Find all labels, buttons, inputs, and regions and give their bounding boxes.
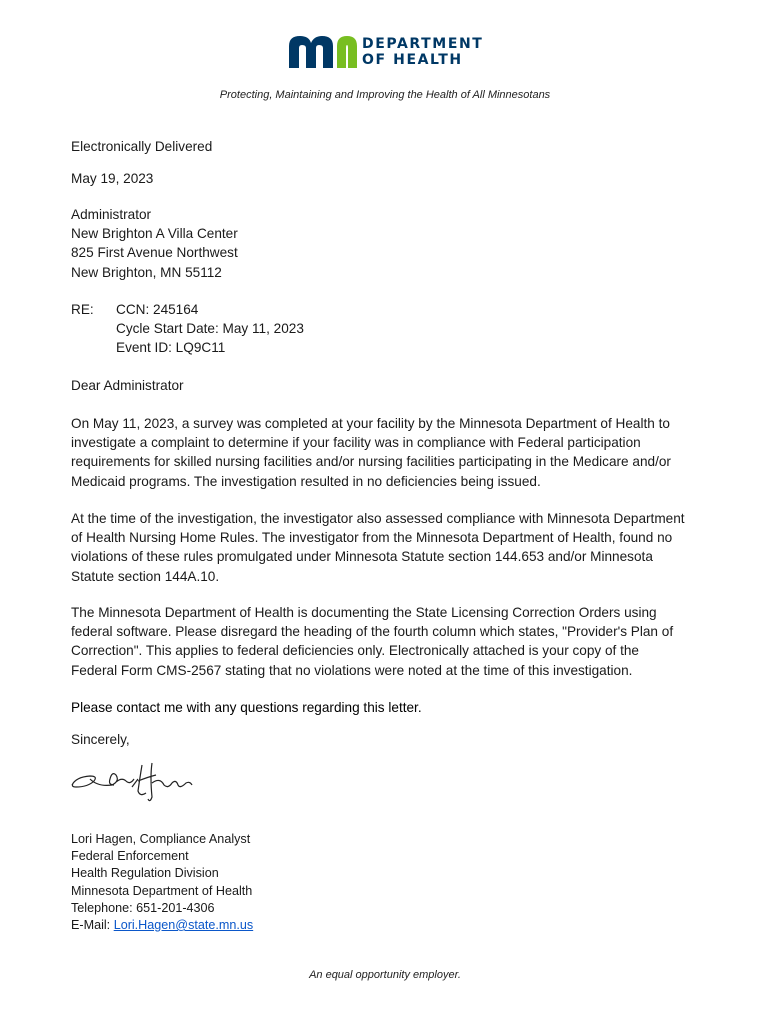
- paragraph-line: Statute section 144A.10.: [71, 568, 220, 584]
- signer-division: Health Regulation Division: [71, 866, 219, 881]
- signer-department: Minnesota Department of Health: [71, 883, 253, 898]
- email-link[interactable]: Lori.Hagen@state.mn.us: [113, 918, 254, 933]
- address-line: 825 First Avenue Northwest: [71, 245, 238, 261]
- paragraph-line: violations of these rules promulgated under Minnesota Statute section 144.653 and/or Minnesota: [71, 549, 653, 565]
- signer-unit: Federal Enforcement: [71, 849, 189, 864]
- letter-date: May 19, 2023: [71, 171, 154, 186]
- email-label: E-Mail:: [71, 918, 114, 933]
- address-line: Administrator: [71, 207, 152, 222]
- address-line: New Brighton A Villa Center: [71, 226, 238, 242]
- paragraph-line: On May 11, 2023, a survey was completed at your facility by the Minnesota Department of Health to: [71, 416, 670, 431]
- signature-block: [71, 831, 253, 934]
- signer-name-title: Lori Hagen, Compliance Analyst: [71, 832, 251, 846]
- re-line: Cycle Start Date: May 11, 2023: [116, 321, 304, 337]
- address-line: New Brighton, MN 55112: [71, 264, 222, 280]
- paragraph-3: [71, 603, 711, 680]
- paragraph-line: At the time of the investigation, the investigator also assessed compliance with Minnesota Department: [71, 511, 685, 526]
- logo-line-1: DEPARTMENT: [362, 36, 484, 52]
- paragraph-2: [71, 509, 711, 586]
- footer-text: An equal opportunity employer.: [309, 969, 461, 981]
- paragraph-line: requirements for skilled nursing facilities and/or nursing facilities participating in the Medicare and/or: [71, 454, 671, 470]
- mn-logo-icon: [289, 32, 359, 72]
- signature-image: [68, 757, 198, 805]
- signer-email-line: [71, 917, 253, 934]
- re-details: [116, 300, 304, 358]
- paragraph-line: of Health Nursing Home Rules. The investigator from the Minnesota Department of Health, found no: [71, 530, 673, 546]
- re-line: Event ID: LQ9C11: [116, 340, 226, 356]
- recipient-address: [71, 205, 711, 282]
- paragraph-1: [71, 414, 711, 491]
- logo-line-2: OF HEALTH: [362, 52, 463, 68]
- mdh-logo: [289, 32, 489, 72]
- re-label: RE:: [71, 302, 94, 317]
- paragraph-line: investigate a complaint to determine if your facility was in compliance with Federal participation: [71, 435, 641, 451]
- delivery-method: Electronically Delivered: [71, 139, 213, 154]
- signer-telephone: Telephone: 651-201-4306: [71, 900, 215, 915]
- contact-line: Please contact me with any questions regarding this letter.: [71, 700, 422, 715]
- re-line: CCN: 245164: [116, 302, 199, 317]
- paragraph-line: The Minnesota Department of Health is documenting the State Licensing Correction Orders using: [71, 605, 657, 620]
- paragraph-line: Medicaid programs. The investigation resulted in no deficiencies being issued.: [71, 473, 541, 489]
- paragraph-line: Correction". This applies to federal deficiencies only. Electronically attached is your copy of the: [71, 643, 639, 659]
- tagline: Protecting, Maintaining and Improving the Health of All Minnesotans: [219, 89, 551, 101]
- paragraph-line: Federal Form CMS-2567 stating that no violations were noted at the time of this investigation.: [71, 662, 633, 678]
- closing: Sincerely,: [71, 732, 130, 747]
- salutation: Dear Administrator: [71, 378, 184, 393]
- paragraph-line: federal software. Please disregard the heading of the fourth column which states, "Provider's Plan of: [71, 624, 674, 640]
